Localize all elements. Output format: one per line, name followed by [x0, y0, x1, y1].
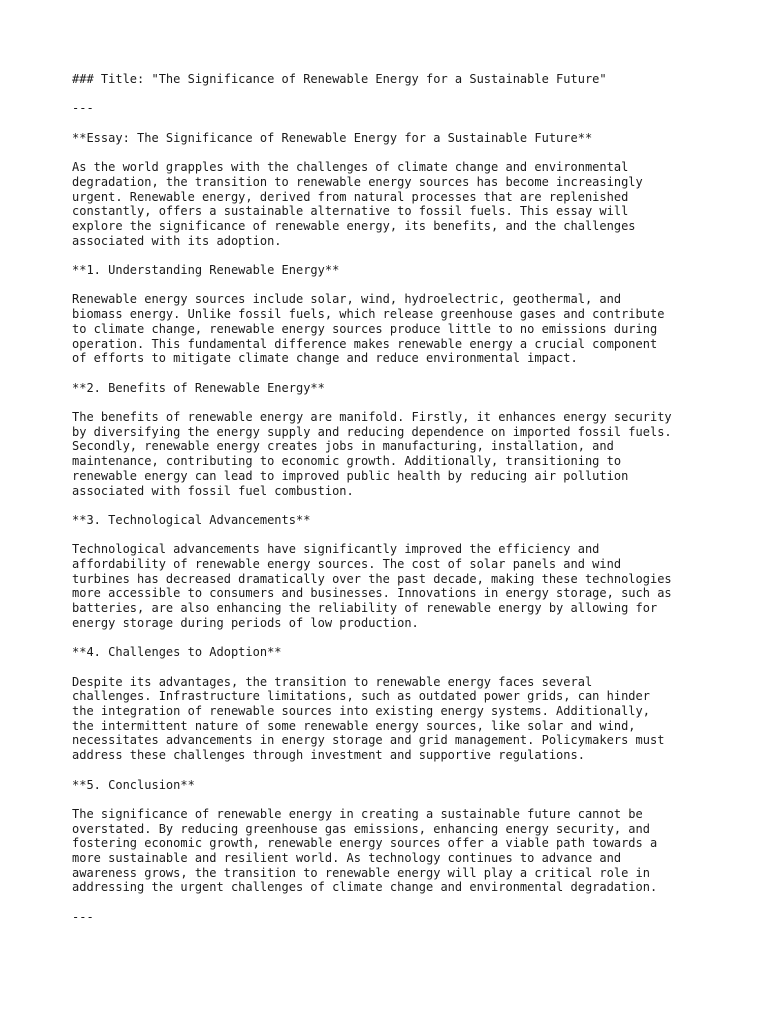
section-heading-text: **1. Understanding Renewable Energy**	[72, 263, 340, 278]
paragraph-line: batteries, are also enhancing the reliability of renewable energy by allowing for	[72, 601, 658, 616]
paragraph-line: challenges. Infrastructure limitations, such as outdated power grids, can hinder	[72, 689, 650, 704]
paragraph-line: necessitates advancements in energy storage and grid management. Policymakers must	[72, 733, 665, 748]
paragraph-line: overstated. By reducing greenhouse gas emissions, enhancing energy security, and	[72, 821, 650, 836]
section-paragraph	[72, 410, 712, 498]
section-heading-text: **3. Technological Advancements**	[72, 512, 311, 527]
paragraph-line: energy storage during periods of low production.	[72, 615, 419, 630]
section-paragraph	[72, 542, 712, 630]
paragraph-line: maintenance, contributing to economic growth. Additionally, transitioning to	[72, 454, 622, 469]
section-heading-text: **5. Conclusion**	[72, 777, 195, 792]
paragraph-line: to climate change, renewable energy sources produce little to no emissions during	[72, 321, 658, 336]
section-paragraph	[72, 675, 712, 763]
paragraph-line: associated with its adoption.	[72, 233, 282, 248]
paragraph-line: turbines has decreased dramatically over the past decade, making these technologies	[72, 571, 672, 586]
paragraph-line: Technological advancements have significantly improved the efficiency and	[72, 542, 600, 557]
paragraph-line: operation. This fundamental difference makes renewable energy a crucial component	[72, 336, 658, 351]
paragraph-line: constantly, offers a sustainable alternative to fossil fuels. This essay will	[72, 204, 629, 219]
horizontal-rule-bottom	[72, 910, 712, 925]
paragraph-line: The benefits of renewable energy are manifold. Firstly, it enhances energy security	[72, 410, 672, 425]
paragraph-line: more accessible to consumers and businesses. Innovations in energy storage, such as	[72, 586, 672, 601]
paragraph-line: Secondly, renewable energy creates jobs in manufacturing, installation, and	[72, 439, 614, 454]
section-paragraph	[72, 807, 712, 895]
document-page	[72, 72, 712, 939]
section-heading-text: **4. Challenges to Adoption**	[72, 645, 282, 660]
section-heading-text: **2. Benefits of Renewable Energy**	[72, 380, 325, 395]
paragraph-line: explore the significance of renewable energy, its benefits, and the challenges	[72, 218, 636, 233]
essay-heading-text: **Essay: The Significance of Renewable Energy for a Sustainable Future**	[72, 130, 593, 145]
paragraph-line: more sustainable and resilient world. As technology continues to advance and	[72, 851, 622, 866]
title-line	[72, 72, 712, 87]
intro-paragraph	[72, 160, 712, 248]
section-heading	[72, 381, 712, 396]
paragraph-line: awareness grows, the transition to renewable energy will play a critical role in	[72, 865, 650, 880]
rule-text: ---	[72, 101, 94, 116]
title-text: ### Title: "The Significance of Renewable Energy for a Sustainable Future"	[72, 72, 607, 86]
essay-heading	[72, 131, 712, 146]
section-heading	[72, 645, 712, 660]
paragraph-line: renewable energy can lead to improved public health by reducing air pollution	[72, 468, 629, 483]
section-heading	[72, 778, 712, 793]
paragraph-line: Despite its advantages, the transition to renewable energy faces several	[72, 674, 593, 689]
paragraph-line: degradation, the transition to renewable energy sources has become increasingly	[72, 174, 643, 189]
paragraph-line: addressing the urgent challenges of climate change and environmental degradation.	[72, 880, 658, 895]
paragraph-line: The significance of renewable energy in creating a sustainable future cannot be	[72, 806, 643, 821]
paragraph-line: the intermittent nature of some renewable energy sources, like solar and wind,	[72, 718, 636, 733]
paragraph-line: address these challenges through investment and supportive regulations.	[72, 748, 585, 763]
rule-text: ---	[72, 909, 94, 924]
paragraph-line: affordability of renewable energy sources. The cost of solar panels and wind	[72, 557, 622, 572]
paragraph-line: the integration of renewable sources into existing energy systems. Additionally,	[72, 704, 650, 719]
paragraph-line: fostering economic growth, renewable energy sources offer a viable path towards a	[72, 836, 658, 851]
paragraph-line: by diversifying the energy supply and reducing dependence on imported fossil fuels.	[72, 424, 672, 439]
section-heading	[72, 513, 712, 528]
section-heading	[72, 263, 712, 278]
paragraph-line: associated with fossil fuel combustion.	[72, 483, 354, 498]
paragraph-line: of efforts to mitigate climate change and reduce environmental impact.	[72, 351, 578, 366]
section-paragraph	[72, 292, 712, 366]
horizontal-rule-top	[72, 101, 712, 116]
paragraph-line: urgent. Renewable energy, derived from natural processes that are replenished	[72, 189, 629, 204]
paragraph-line: As the world grapples with the challenges of climate change and environmental	[72, 160, 629, 175]
paragraph-line: Renewable energy sources include solar, wind, hydroelectric, geothermal, and	[72, 292, 622, 307]
paragraph-line: biomass energy. Unlike fossil fuels, which release greenhouse gases and contribute	[72, 307, 665, 322]
